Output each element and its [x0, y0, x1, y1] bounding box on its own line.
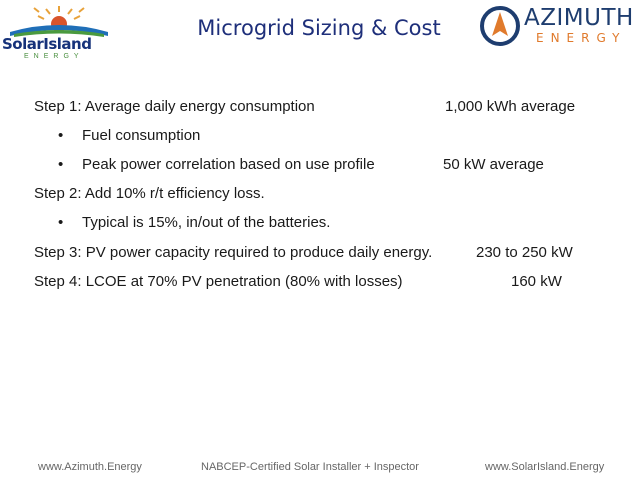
step1-label: Step 1: Average daily energy consumption — [34, 98, 315, 115]
footer-left-link[interactable]: www.Azimuth.Energy — [38, 461, 142, 473]
step4-label: Step 4: LCOE at 70% PV penetration (80% with losses) — [34, 273, 403, 290]
bullet-fuel-label: Fuel consumption — [82, 127, 201, 144]
page-title: Microgrid Sizing & Cost — [197, 16, 441, 40]
solarisland-wordmark: SolarIsland — [2, 35, 92, 53]
step2-label: Step 2: Add 10% r/t efficiency loss. — [34, 185, 265, 202]
bullet-peak-label: Peak power correlation based on use profile — [82, 156, 375, 173]
step1-value: 1,000 kWh average — [445, 98, 576, 115]
bullet-peak-value: 50 kW average — [443, 156, 544, 173]
bullet-glyph: • — [58, 156, 64, 173]
solarisland-sub: ENERGY — [24, 53, 84, 60]
step3-value: 230 to 250 kW — [476, 244, 573, 261]
bullet-peak — [58, 156, 375, 173]
azimuth-wordmark: AZIMUTH — [524, 5, 634, 31]
compass-icon — [478, 4, 522, 48]
step4-value: 160 kW — [511, 273, 562, 290]
bullet-glyph: • — [58, 214, 64, 231]
step3-label: Step 3: PV power capacity required to produce daily energy. — [34, 244, 433, 261]
bullet-typical-label: Typical is 15%, in/out of the batteries. — [82, 214, 331, 231]
footer-right-link[interactable]: www.SolarIsland.Energy — [485, 461, 605, 473]
azimuth-sub: ENERGY — [536, 31, 627, 45]
azimuth-logo — [478, 4, 638, 50]
footer-center-text: NABCEP-Certified Solar Installer + Inspector — [201, 461, 419, 473]
bullet-glyph: • — [58, 127, 64, 144]
bullet-fuel — [58, 127, 200, 144]
bullet-typical — [58, 214, 330, 231]
